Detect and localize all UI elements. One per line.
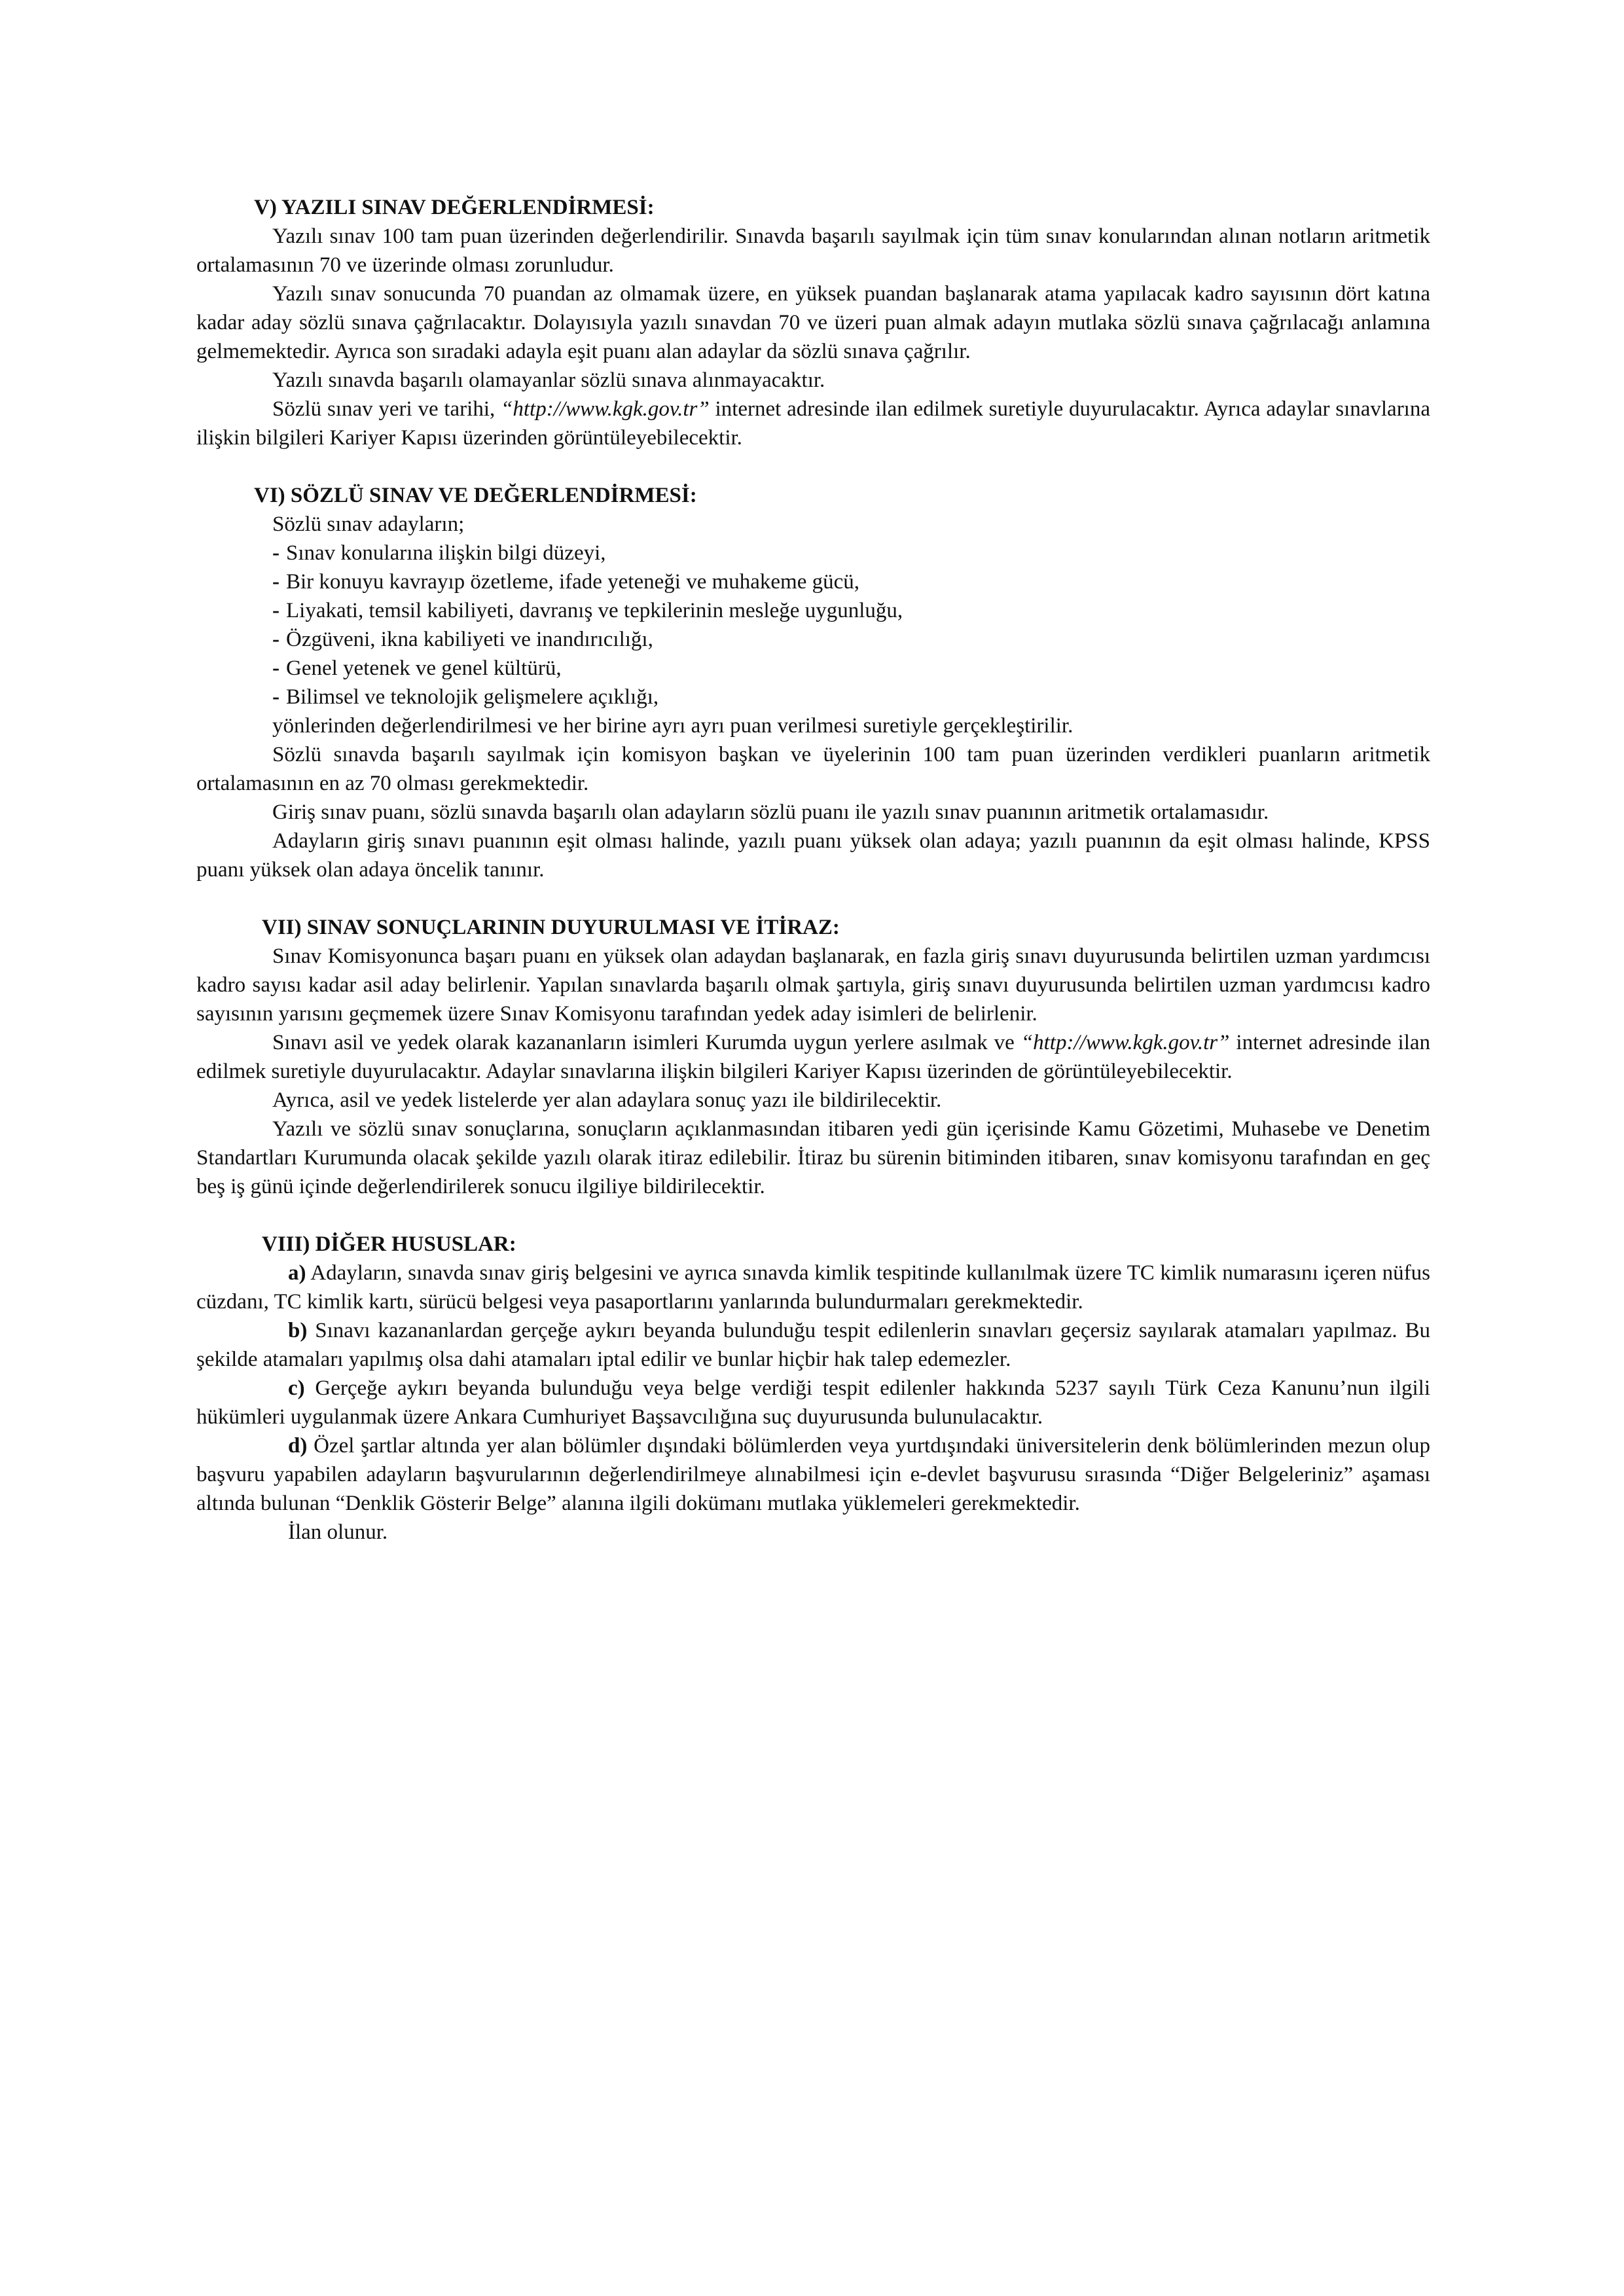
- paragraph-intro: Sözlü sınav adayların;: [272, 512, 465, 536]
- section-other-matters: [196, 1230, 1430, 1547]
- evaluation-criteria-list: [196, 539, 1430, 711]
- clause-b: [196, 1316, 1430, 1374]
- clause-text: Gerçeğe aykırı beyanda bulunduğu veya belge verdiği tespit edilenler hakkında 5237 sayılı Türk Ceza Kanunu’nun ilgili hükümleri uygulanmak üzere Ankara Cumhuriyet Başsavcılığına suç duyurusunda bulunulacaktır.: [196, 1376, 1430, 1429]
- dash-bullet: -: [272, 628, 280, 651]
- section-heading-vi: VI) SÖZLÜ SINAV VE DEĞERLENDİRMESİ:: [254, 484, 697, 507]
- paragraph: Yazılı sınav 100 tam puan üzerinden değerlendirilir. Sınavda başarılı sayılmak için tüm sınav konularından alınan notların aritmetik ortalamasının 70 ve üzerinde olması zorunludur.: [196, 224, 1430, 277]
- clause-c: [196, 1374, 1430, 1431]
- website-link[interactable]: “http://www.kgk.gov.tr”: [501, 397, 710, 421]
- list-item: [196, 567, 1430, 596]
- closing-statement: İlan olunur.: [288, 1520, 388, 1544]
- dash-bullet: -: [272, 656, 280, 680]
- website-link[interactable]: “http://www.kgk.gov.tr”: [1020, 1031, 1230, 1054]
- paragraph: Ayrıca, asil ve yedek listelerde yer alan adaylara sonuç yazı ile bildirilecektir.: [272, 1088, 942, 1112]
- dash-bullet: -: [272, 570, 280, 594]
- dash-bullet: -: [272, 599, 280, 622]
- section-written-exam: [196, 193, 1430, 452]
- list-item-text: Özgüveni, ikna kabiliyeti ve inandırıcılığı,: [286, 628, 653, 651]
- dash-bullet: -: [272, 685, 280, 709]
- list-item-text: Sınav konularına ilişkin bilgi düzeyi,: [286, 541, 606, 565]
- paragraph-text: Sınavı asil ve yedek olarak kazananların isimleri Kurumda uygun yerlere asılmak ve: [272, 1031, 1021, 1054]
- clause-d: [196, 1431, 1430, 1518]
- list-item: [196, 654, 1430, 683]
- paragraph: Yazılı ve sözlü sınav sonuçlarına, sonuçların açıklanmasından itibaren yedi gün içerisinde Kamu Gözetimi, Muhasebe ve Denetim Standartları Kurumunda olacak şekilde yazılı olarak itiraz edilebilir. İtiraz bu sürenin bitiminden itibaren, sınav komisyonu tarafından en geç beş iş günü içinde değerlendirilerek sonucu ilgiliye bildirilecektir.: [196, 1117, 1430, 1198]
- section-oral-exam: [196, 481, 1430, 884]
- section-heading-viii: VIII) DİĞER HUSUSLAR:: [262, 1232, 516, 1256]
- paragraph: Giriş sınav puanı, sözlü sınavda başarılı olan adayların sözlü puanı ile yazılı sınav puanının aritmetik ortalamasıdır.: [272, 800, 1269, 824]
- clause-text: Adayların, sınavda sınav giriş belgesini ve ayrıca sınavda kimlik tespitinde kullanılmak üzere TC kimlik numarasını içeren nüfus cüzdanı, TC kimlik kartı, sürücü belgesi veya pasaportlarını yanlarında bulundurmaları gerekmektedir.: [196, 1261, 1430, 1314]
- section-results-and-objection: [196, 913, 1430, 1201]
- paragraph: Sözlü sınavda başarılı sayılmak için komisyon başkan ve üyelerinin 100 tam puan üzerinden verdikleri puanların aritmetik ortalamasının en az 70 olması gerekmektedir.: [196, 743, 1430, 795]
- clause-a: [196, 1259, 1430, 1316]
- list-item: [196, 683, 1430, 711]
- list-item-text: Liyakati, temsil kabiliyeti, davranış ve tepkilerinin mesleğe uygunluğu,: [286, 599, 903, 622]
- list-item: [196, 596, 1430, 625]
- clause-text: Özel şartlar altında yer alan bölümler dışındaki bölümlerden veya yurtdışındaki üniversitelerin denk bölümlerinden mezun olup başvuru yapabilen adayların başvurularının değerlendirilmeye alınabilmesi için e-devlet başvurusu sırasında “Diğer Belgeleriniz” aşaması altında bulunan “Denklik Gösterir Belge” alanına ilgili dokümanı mutlaka yüklemeleri gerekmektedir.: [196, 1434, 1430, 1515]
- section-heading-v: V) YAZILI SINAV DEĞERLENDİRMESİ:: [254, 196, 655, 219]
- dash-bullet: -: [272, 541, 280, 565]
- section-heading-vii: VII) SINAV SONUÇLARININ DUYURULMASI VE İTİRAZ:: [262, 916, 840, 939]
- clause-letter: a): [288, 1261, 306, 1285]
- clause-letter: d): [288, 1434, 308, 1458]
- paragraph: Adayların giriş sınavı puanının eşit olması halinde, yazılı puanı yüksek olan adaya; yazılı puanının da eşit olması halinde, KPSS puanı yüksek olan adaya öncelik tanınır.: [196, 829, 1430, 882]
- list-item-text: Bilimsel ve teknolojik gelişmelere açıklığı,: [286, 685, 659, 709]
- clause-letter: c): [288, 1376, 305, 1400]
- clause-text: Sınavı kazananlardan gerçeğe aykırı beyanda bulunduğu tespit edilenlerin sınavları geçersiz sayılarak atamaları yapılmaz. Bu şekilde atamaları yapılmış olsa dahi atamaları iptal edilir ve bunlar hiçbir hak talep edemezler.: [196, 1319, 1430, 1371]
- clause-letter: b): [288, 1319, 308, 1342]
- paragraph-closing: yönlerinden değerlendirilmesi ve her birine ayrı ayrı puan verilmesi suretiyle gerçekleştirilir.: [272, 714, 1074, 738]
- paragraph-text: Sözlü sınav yeri ve tarihi,: [272, 397, 501, 421]
- document-page: [196, 193, 1430, 1547]
- paragraph: Sınav Komisyonunca başarı puanı en yüksek olan adaydan başlanarak, en fazla giriş sınavı duyurusunda belirtilen uzman yardımcısı kadro sayısı kadar asil aday belirlenir. Yapılan sınavlarda başarılı olmak şartıyla, giriş sınavı duyurusunda belirtilen uzman yardımcısı kadro sayısının yarısını geçmemek üzere Sınav Komisyonu tarafından yedek aday isimleri de belirlenir.: [196, 944, 1430, 1026]
- paragraph: Yazılı sınavda başarılı olamayanlar sözlü sınava alınmayacaktır.: [272, 368, 825, 392]
- list-item-text: Bir konuyu kavrayıp özetleme, ifade yeteneği ve muhakeme gücü,: [286, 570, 860, 594]
- paragraph-text: internet adresinde ilan edilmek suretiyle duyurulacaktır. Ayrıca adaylar sınavlarına ilişkin bilgileri Kariyer Kapısı üzerinden görüntüleyebilecektir.: [196, 397, 1430, 450]
- list-item: [196, 625, 1430, 654]
- paragraph: Yazılı sınav sonucunda 70 puandan az olmamak üzere, en yüksek puandan başlanarak atama yapılacak kadro sayısının dört katına kadar aday sözlü sınava çağrılacaktır. Dolayısıyla yazılı sınavdan 70 ve üzeri puan almak adayın mutlaka sözlü sınava çağrılacağı anlamına gelmemektedir. Ayrıca son sıradaki adayla eşit puanı alan adaylar da sözlü sınava çağrılır.: [196, 282, 1430, 363]
- paragraph-results-announcement: [196, 1028, 1430, 1086]
- list-item: [196, 539, 1430, 567]
- list-item-text: Genel yetenek ve genel kültürü,: [286, 656, 562, 680]
- paragraph-text: internet adresinde ilan edilmek suretiyle duyurulacaktır. Adaylar sınavlarına ilişkin bilgileri Kariyer Kapısı üzerinden de görüntüleyebilecektir.: [196, 1031, 1431, 1083]
- paragraph-exam-announcement: [196, 395, 1430, 452]
